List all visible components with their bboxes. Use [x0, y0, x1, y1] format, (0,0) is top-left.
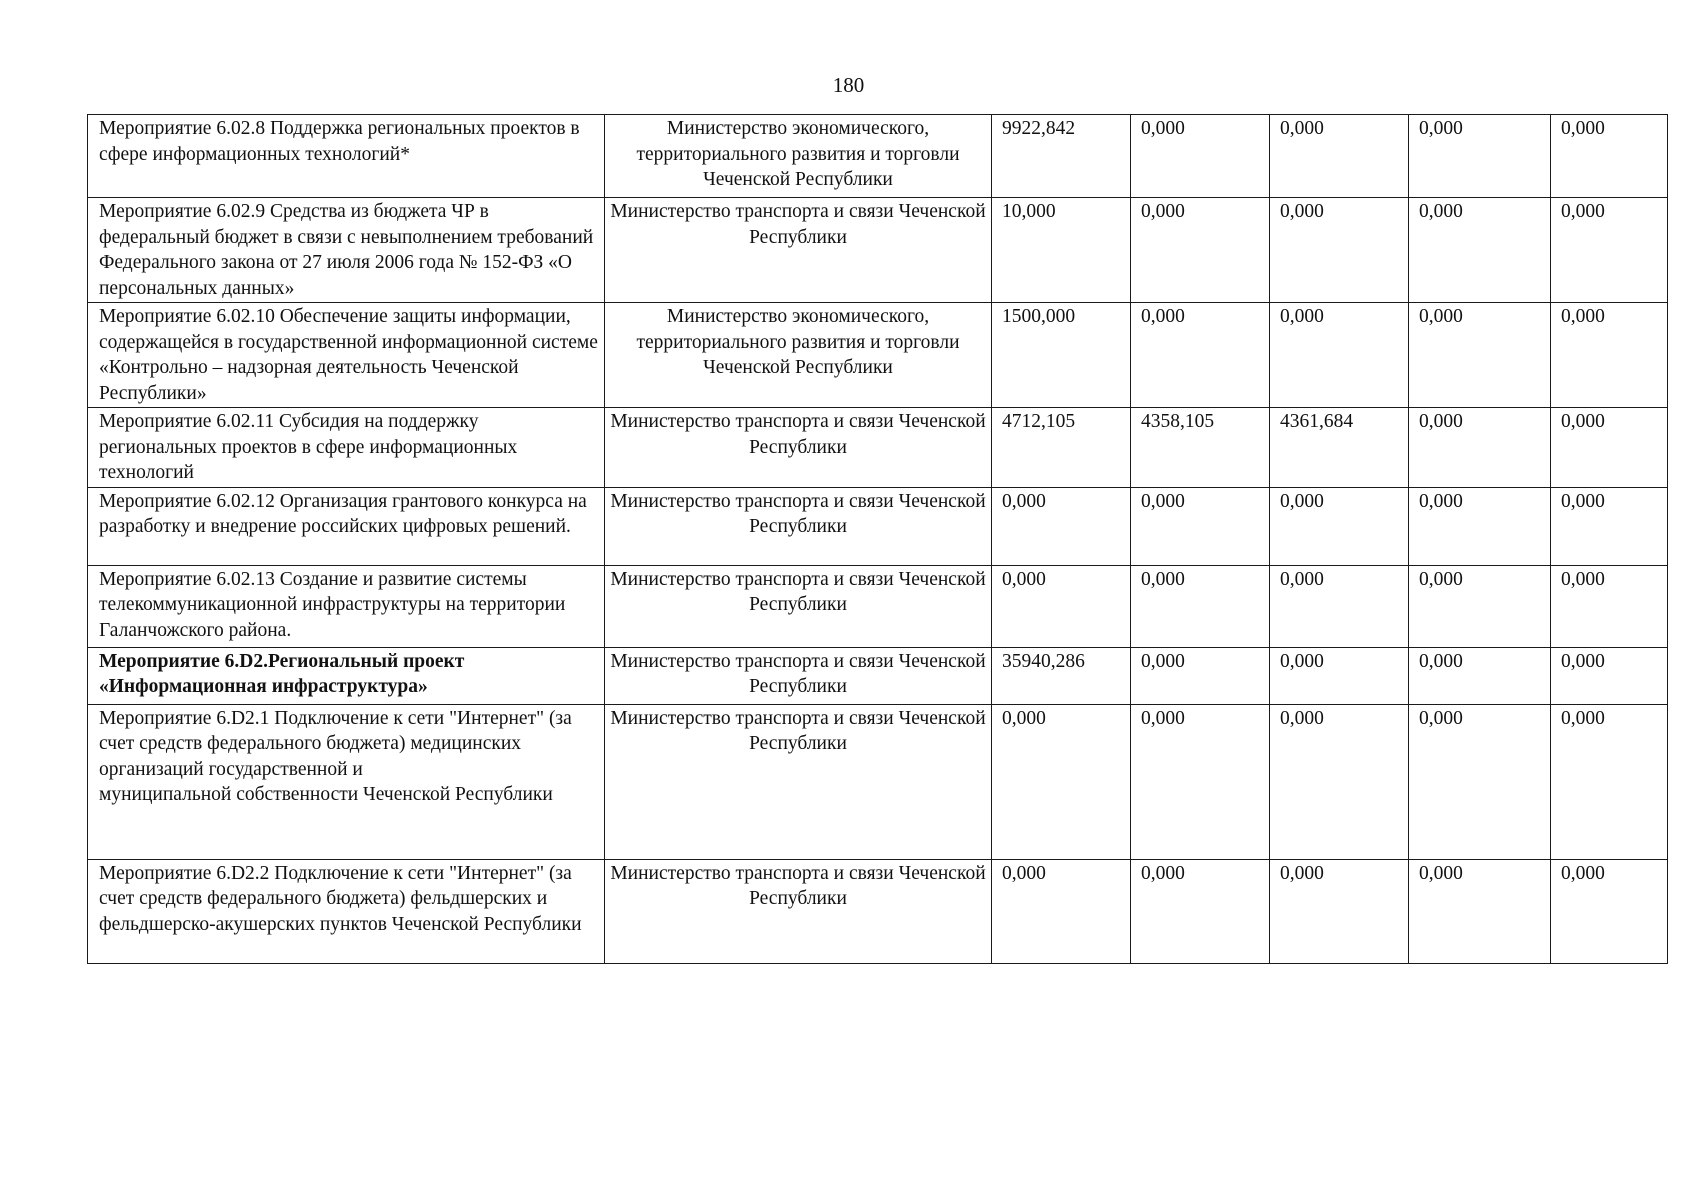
funding-value-cell: 0,000: [1270, 303, 1409, 408]
responsible-executor-cell: Министерство транспорта и связи Чеченской Республики: [605, 704, 992, 859]
funding-value-cell: 0,000: [1409, 303, 1551, 408]
responsible-executor-cell: Министерство транспорта и связи Чеченской Республики: [605, 198, 992, 303]
responsible-executor-cell: Министерство транспорта и связи Чеченской Республики: [605, 565, 992, 647]
responsible-executor-cell: Министерство транспорта и связи Чеченской Республики: [605, 408, 992, 488]
responsible-executor-cell: Министерство транспорта и связи Чеченской Республики: [605, 487, 992, 565]
funding-value-cell: 0,000: [1270, 647, 1409, 704]
funding-value-cell: 0,000: [1131, 859, 1270, 963]
table-row: [88, 565, 1668, 647]
responsible-executor-cell: Министерство транспорта и связи Чеченской Республики: [605, 859, 992, 963]
funding-value-cell: 0,000: [1131, 565, 1270, 647]
funding-value-cell: 0,000: [1409, 198, 1551, 303]
activity-name-cell: Мероприятие 6.D2.1 Подключение к сети "Интернет" (за счет средств федерального бюджета) медицинских организаций государственной и муниципальной собственности Чеченской Республики: [88, 704, 605, 859]
table-row: [88, 647, 1668, 704]
funding-value-cell: 0,000: [1270, 115, 1409, 198]
funding-value-cell: 0,000: [1551, 303, 1668, 408]
table-row: [88, 859, 1668, 963]
funding-value-cell: 0,000: [1551, 647, 1668, 704]
funding-value-cell: 0,000: [1270, 565, 1409, 647]
funding-value-cell: 0,000: [1131, 487, 1270, 565]
funding-value-cell: 4361,684: [1270, 408, 1409, 488]
funding-value-cell: 0,000: [1131, 704, 1270, 859]
program-activities-table: [87, 114, 1668, 964]
responsible-executor-cell: Министерство экономического, территориального развития и торговли Чеченской Республики: [605, 303, 992, 408]
funding-value-cell: 0,000: [1551, 487, 1668, 565]
funding-value-cell: 0,000: [992, 565, 1131, 647]
funding-value-cell: 0,000: [1551, 408, 1668, 488]
table-row: [88, 303, 1668, 408]
funding-value-cell: 0,000: [1131, 198, 1270, 303]
activity-name-cell: Мероприятие 6.02.9 Средства из бюджета ЧР в федеральный бюджет в связи с невыполнением требований Федерального закона от 27 июля 2006 года № 152-ФЗ «О персональных данных»: [88, 198, 605, 303]
responsible-executor-cell: Министерство экономического, территориального развития и торговли Чеченской Республики: [605, 115, 992, 198]
table-row: [88, 487, 1668, 565]
table-row: [88, 704, 1668, 859]
funding-value-cell: 0,000: [992, 704, 1131, 859]
funding-value-cell: 0,000: [1409, 115, 1551, 198]
table-body: [88, 115, 1668, 964]
activity-name-cell: Мероприятие 6.02.10 Обеспечение защиты информации, содержащейся в государственной информационной системе «Контрольно – надзорная деятельность Чеченской Республики»: [88, 303, 605, 408]
funding-value-cell: 0,000: [1409, 704, 1551, 859]
funding-value-cell: 0,000: [1270, 198, 1409, 303]
funding-value-cell: 0,000: [1409, 408, 1551, 488]
funding-value-cell: 4712,105: [992, 408, 1131, 488]
funding-value-cell: 0,000: [1409, 565, 1551, 647]
funding-value-cell: 0,000: [1409, 647, 1551, 704]
funding-value-cell: 0,000: [1409, 859, 1551, 963]
responsible-executor-cell: Министерство транспорта и связи Чеченской Республики: [605, 647, 992, 704]
table-row: [88, 408, 1668, 488]
funding-value-cell: 9922,842: [992, 115, 1131, 198]
funding-value-cell: 0,000: [1409, 487, 1551, 565]
funding-value-cell: 0,000: [992, 859, 1131, 963]
activity-name-cell: Мероприятие 6.02.11 Субсидия на поддержку региональных проектов в сфере информационных технологий: [88, 408, 605, 488]
funding-value-cell: 0,000: [1551, 115, 1668, 198]
funding-value-cell: 0,000: [1551, 565, 1668, 647]
funding-value-cell: 0,000: [1131, 647, 1270, 704]
funding-value-cell: 0,000: [1270, 487, 1409, 565]
activity-name-cell: Мероприятие 6.02.12 Организация грантового конкурса на разработку и внедрение российских цифровых решений.: [88, 487, 605, 565]
page-number: 180: [832, 73, 865, 97]
activity-name-cell: Мероприятие 6.D2.2 Подключение к сети "Интернет" (за счет средств федерального бюджета) фельдшерских и фельдшерско-акушерских пунктов Чеченской Республики: [88, 859, 605, 963]
funding-value-cell: 0,000: [1551, 198, 1668, 303]
activity-name-cell: Мероприятие 6.02.8 Поддержка региональных проектов в сфере информационных технологий*: [88, 115, 605, 198]
funding-value-cell: 1500,000: [992, 303, 1131, 408]
funding-value-cell: 0,000: [992, 487, 1131, 565]
funding-value-cell: 0,000: [1551, 859, 1668, 963]
table-row: [88, 115, 1668, 198]
table-row: [88, 198, 1668, 303]
funding-value-cell: 0,000: [1551, 704, 1668, 859]
funding-value-cell: 0,000: [1270, 859, 1409, 963]
funding-value-cell: 10,000: [992, 198, 1131, 303]
activity-name-cell: Мероприятие 6.D2.Региональный проект «Информационная инфраструктура»: [88, 647, 605, 704]
activity-name-cell: Мероприятие 6.02.13 Создание и развитие системы телекоммуникационной инфраструктуры на территории Галанчожского района.: [88, 565, 605, 647]
funding-value-cell: 35940,286: [992, 647, 1131, 704]
funding-value-cell: 0,000: [1131, 115, 1270, 198]
funding-value-cell: 0,000: [1131, 303, 1270, 408]
funding-value-cell: 4358,105: [1131, 408, 1270, 488]
funding-value-cell: 0,000: [1270, 704, 1409, 859]
